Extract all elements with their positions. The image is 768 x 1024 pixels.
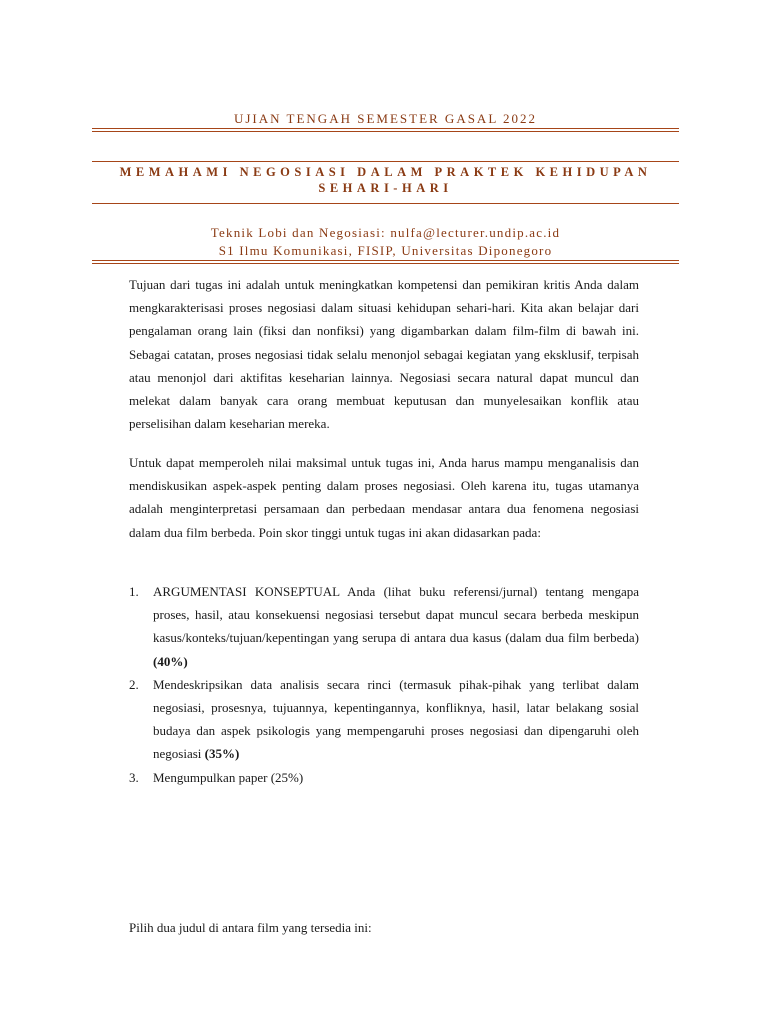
exam-title-rule xyxy=(92,128,679,132)
criteria-intro-paragraph: Untuk dapat memperoleh nilai maksimal untuk tugas ini, Anda harus mampu menganalisis dan mendiskusikan aspek-aspek penting dalam proses negosiasi. Oleh karena itu, tugas utamanya adalah menginterpretasi persamaan dan perbedaan mendasar antara dua fenomena negosiasi dalam dua film berbeda. Poin skor tinggi untuk tugas ini akan didasarkan pada: xyxy=(129,455,639,540)
list-item xyxy=(129,580,639,673)
main-title-top-rule xyxy=(92,161,679,162)
list-item xyxy=(129,766,639,789)
header-bottom-rule xyxy=(92,260,679,264)
list-item-weight: (40%) xyxy=(153,653,188,669)
list-item xyxy=(129,673,639,766)
main-title-line1: MEMAHAMI NEGOSIASI DALAM PRAKTEK KEHIDUPAN xyxy=(119,165,652,179)
main-title xyxy=(92,164,679,196)
scoring-criteria-list xyxy=(129,580,639,789)
list-item-number: 2. xyxy=(129,676,139,692)
program-line: S1 Ilmu Komunikasi, FISIP, Universitas Diponegoro xyxy=(218,243,553,258)
list-item-text: Mendeskripsikan data analisis secara rinci (termasuk pihak-pihak yang terlibat dalam negosiasi, prosesnya, tujuannya, kepentingannya, konfliknya, hasil, latar belakang sosial budaya dan aspek psikologis yang mempengaruhi proses negosiasi dan dipengaruhi oleh negosiasi xyxy=(153,676,639,762)
intro-paragraph: Tujuan dari tugas ini adalah untuk meningkatkan kompetensi dan pemikiran kritis Anda dalam mengkarakterisasi proses negosiasi dalam situasi kehidupan sehari-hari. Kita akan belajar dari pengalaman orang lain (fiksi dan nonfiksi) yang digambarkan dalam film-film di bawah ini. Sebagai catatan, proses negosiasi tidak selalu menonjol sebagai kegiatan yang eksklusif, terpisah atau menonjol dari aktifitas keseharian lainnya. Negosiasi secara natural dapat muncul dan melekat dalam banyak cara orang membuat keputusan dan munyelesaikan konflik atau perselisihan dalam keseharian mereka. xyxy=(129,277,639,432)
list-item-weight: (35%) xyxy=(204,746,240,762)
exam-title: UJIAN TENGAH SEMESTER GASAL 2022 xyxy=(233,111,538,126)
course-line: Teknik Lobi dan Negosiasi: nulfa@lecturer.undip.ac.id xyxy=(210,225,561,240)
main-title-bottom-rule xyxy=(92,203,679,204)
list-item-text: Mengumpulkan paper (25%) xyxy=(153,769,304,785)
closing-line: Pilih dua judul di antara film yang tersedia ini: xyxy=(129,920,372,935)
list-item-text: ARGUMENTASI KONSEPTUAL Anda (lihat buku referensi/jurnal) tentang mengapa proses, hasil, atau konsekuensi negosiasi tersebut dapat muncul secara berbeda meskipun kasus/konteks/tujuan/kepentingan yang serupa di antara dua kasus (dalam dua film berbeda) xyxy=(153,584,639,646)
list-item-number: 3. xyxy=(129,769,139,785)
main-title-line2: SEHARI-HARI xyxy=(318,181,453,195)
list-item-number: 1. xyxy=(129,584,139,599)
